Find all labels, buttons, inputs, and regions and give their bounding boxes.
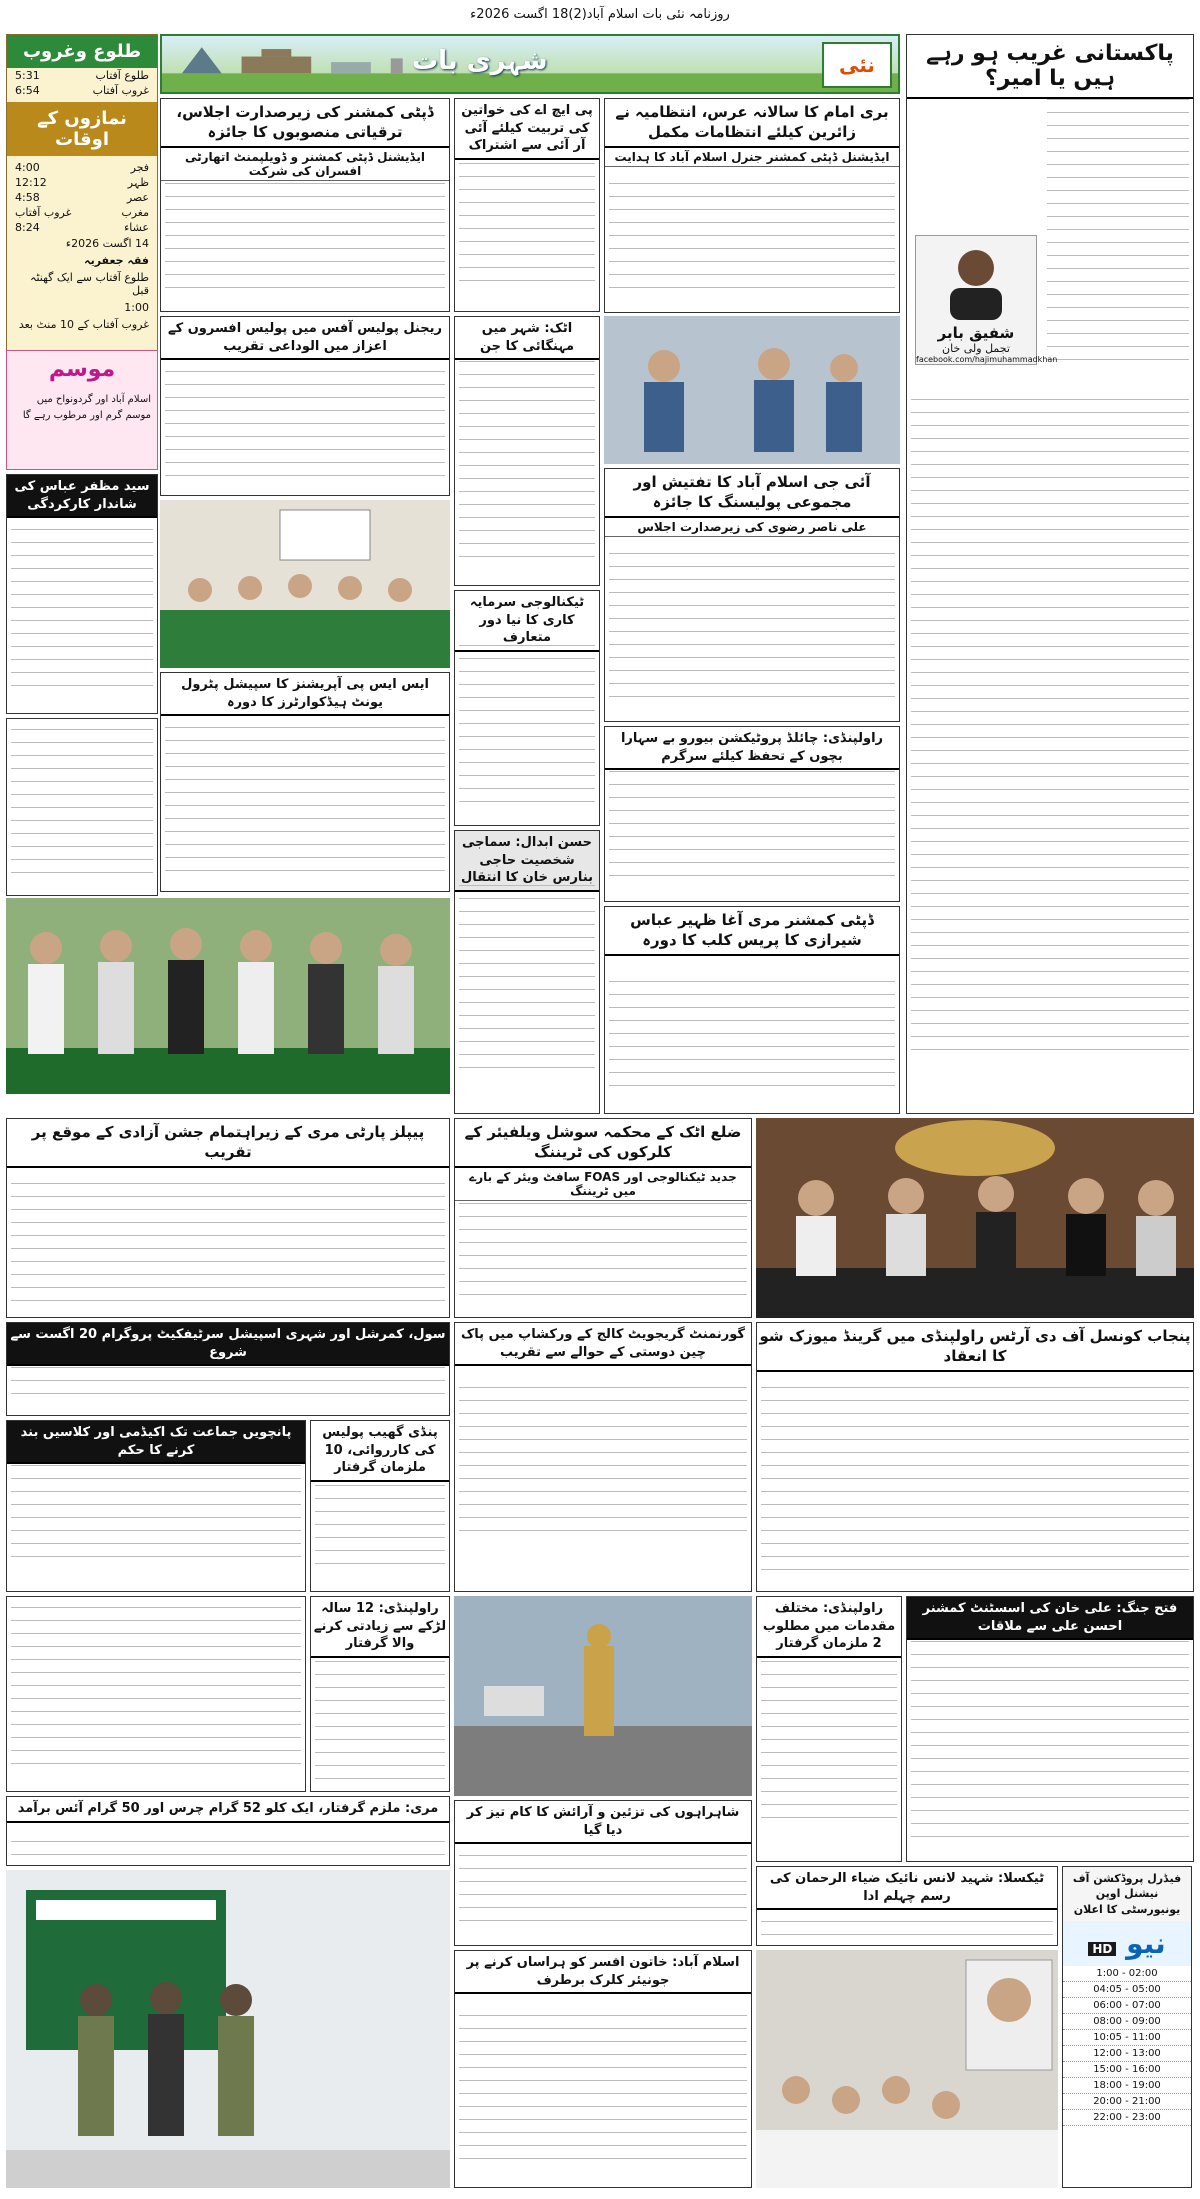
story-9-title: ایس ایس پی آپریشنز کا سپیشل پٹرول یونٹ ہیڈکوارٹرز کا دورہ <box>161 673 449 716</box>
story-7 <box>454 316 600 586</box>
story-8-title: ٹیکنالوجی سرمایہ کاری کا نیا دور متعارف <box>455 591 599 652</box>
story-6-title: راولپنڈی: چائلڈ پروٹیکشن بیورو بے سہارا بچوں کے تحفظ کیلئے سرگرم <box>605 727 899 770</box>
opinion-title: پاکستانی غریب ہو رہے ہیں یا امیر؟ <box>907 35 1193 99</box>
text-lines <box>459 357 595 565</box>
prayer-times-title: نمازوں کے اوقات <box>7 102 157 156</box>
banner-title: شہری بات <box>412 46 548 76</box>
text-lines <box>609 179 895 296</box>
text-lines <box>11 725 153 881</box>
photo-police-meeting <box>604 316 900 464</box>
fiqh-row: غروب آفتاب کے 10 منٹ بعد <box>18 318 149 331</box>
story-16-title: سول، کمرشل اور شہری اسپیشل سرٹیفکیٹ پروگرام 20 اگست سے شروع <box>7 1323 449 1366</box>
prayer-time: 12:12 <box>15 176 47 189</box>
photo-chehlum <box>756 1950 1058 2188</box>
story-left-3 <box>6 1596 306 1792</box>
prayer-name: ظہر <box>127 176 149 189</box>
tv-row: 10:05 - 11:00 <box>1063 2030 1191 2046</box>
text-lines <box>609 549 895 705</box>
story-1-title: بری امام کا سالانہ عرس، انتظامیہ نے زائرین کیلئے انتظامات مکمل <box>605 99 899 148</box>
story-1 <box>604 98 900 313</box>
story-23 <box>310 1596 450 1792</box>
prayer-name: عشاء <box>124 221 149 234</box>
prayer-name: فجر <box>130 161 149 174</box>
tv-row: 08:00 - 09:00 <box>1063 2014 1191 2030</box>
sunset-row <box>7 83 157 98</box>
section-banner <box>160 34 900 94</box>
text-lines <box>459 1383 747 1539</box>
story-13-title: پیپلز پارٹی مری کے زیراہتمام جشن آزادی کے موقع پر تقریب <box>7 1119 449 1168</box>
tv-schedule-box <box>1062 1866 1192 2188</box>
prayer-name: عصر <box>126 191 149 204</box>
story-20 <box>6 1796 450 1866</box>
story-23-title: راولپنڈی: 12 سالہ لڑکے سے زیادتی کرنے والا گرفتار <box>311 1597 449 1658</box>
story-9 <box>160 672 450 892</box>
story-10-title: ڈپٹی کمشنر مری آغا ظہیر عباس شیرازی کا پریس کلب کا دورہ <box>605 907 899 956</box>
seminar-photo-icon <box>160 500 450 668</box>
prayer-row <box>7 175 157 190</box>
opinion-column <box>906 34 1194 1114</box>
story-26 <box>310 1420 450 1592</box>
prayer-time: غروب آفتاب <box>15 206 72 219</box>
text-lines <box>761 1657 897 1826</box>
author-link: facebook.com/hajimuhammadkhan <box>916 355 1058 364</box>
text-lines <box>11 1363 445 1402</box>
story-22 <box>454 1950 752 2188</box>
chehlum-photo-icon <box>756 1950 1058 2188</box>
story-8 <box>454 590 600 826</box>
text-lines <box>911 395 1189 1058</box>
story-19-title: ٹیکسلا: شہید لانس نائیک ضیاء الرحمان کی رسم چہلم ادا <box>757 1867 1057 1910</box>
story-16 <box>6 1322 450 1416</box>
author-name: شفیق بابر <box>937 324 1015 342</box>
author-box <box>915 235 1058 365</box>
story-7-title: اٹک: شہر میں مہنگائی کا جن <box>455 317 599 360</box>
story-2-title: پی ایچ اے کی خواتین کی تربیت کیلئے آئی آر آئی سے اشتراک <box>455 99 599 160</box>
prayer-time: 8:24 <box>15 221 40 234</box>
prayer-row <box>7 220 157 235</box>
sunrise-time: 5:31 <box>15 69 40 82</box>
story-18 <box>906 1596 1194 1862</box>
story-24 <box>454 830 600 1114</box>
story-left-2 <box>6 718 158 896</box>
tv-row: 12:00 - 13:00 <box>1063 2046 1191 2062</box>
photo-murree-press <box>756 1118 1194 1318</box>
story-6 <box>604 726 900 902</box>
sunset-time: 6:54 <box>15 84 40 97</box>
story-13 <box>6 1118 450 1318</box>
banner-logo: نئی <box>822 42 892 88</box>
text-lines <box>11 1837 445 1863</box>
story-14 <box>454 1322 752 1592</box>
text-lines <box>1047 95 1189 368</box>
story-11-title: سید مظفر عباس کی شاندار کارکردگی <box>7 475 157 518</box>
text-lines <box>761 1917 1053 1943</box>
story-14-title: گورنمنٹ گریجویٹ کالج کے ورکشاپ میں پاک چین دوستی کے حوالے سے تقریب <box>455 1323 751 1366</box>
text-lines <box>609 977 895 1094</box>
text-lines <box>459 1851 747 1929</box>
story-10 <box>604 906 900 1114</box>
photo-seminar <box>160 500 450 668</box>
story-17 <box>6 1420 306 1592</box>
prayer-date: 14 اگست 2026ء <box>65 237 149 250</box>
prayer-row <box>7 205 157 220</box>
weather-title: موسم <box>48 357 116 382</box>
tv-row: 20:00 - 21:00 <box>1063 2094 1191 2110</box>
story-20-title: مری: ملزم گرفتار، ایک کلو 52 گرام چرس اور 50 گرام آئس برآمد <box>7 1797 449 1823</box>
police-meeting-photo-icon <box>604 316 900 464</box>
tv-row: 15:00 - 16:00 <box>1063 2062 1191 2078</box>
text-lines <box>911 1637 1189 1845</box>
street-photo-icon <box>454 1596 752 1796</box>
story-12-title: ضلع اٹک کے محکمہ سوشل ویلفیئر کے کلرکوں کی ٹریننگ <box>455 1119 751 1168</box>
story-12 <box>454 1118 752 1318</box>
story-5-sub: علی ناصر رضوی کی زیرصدارت اجلاس <box>605 518 899 537</box>
text-lines <box>315 1481 445 1572</box>
photo-narcotics <box>6 1870 450 2188</box>
sunrise-label: طلوع آفتاب <box>95 69 149 82</box>
author-portrait-icon <box>936 240 1016 320</box>
author-sub: تجمل ولی خان <box>942 342 1010 355</box>
story-22-title: اسلام آباد: خاتون افسر کو ہراساں کرنے پر جونیئر کلرک برطرف <box>455 1951 751 1994</box>
story-5 <box>604 468 900 722</box>
story-4-title: ریجنل پولیس آفس میں پولیس افسروں کے اعزاز میں الوداعی تقریب <box>161 317 449 360</box>
tv-row: 06:00 - 07:00 <box>1063 1998 1191 2014</box>
prayer-row <box>7 160 157 175</box>
story-24-title: حسن ابدال: سماجی شخصیت حاجی بنارس خان کا انتقال <box>455 831 599 892</box>
text-lines <box>165 367 445 484</box>
tv-logo <box>1063 1921 1191 1966</box>
story-2 <box>454 98 600 312</box>
prayer-name: مغرب <box>121 206 149 219</box>
tv-row: 18:00 - 19:00 <box>1063 2078 1191 2094</box>
text-lines <box>459 1199 747 1303</box>
narcotics-photo-icon <box>6 1870 450 2188</box>
story-25 <box>756 1596 902 1862</box>
photo-group-handshake <box>6 898 450 1094</box>
story-3-title: ڈپٹی کمشنر کی زیرصدارت اجلاس، ترقیاتی منصوبوں کا جائزہ <box>161 99 449 148</box>
prayer-time: 4:58 <box>15 191 40 204</box>
text-lines <box>165 179 445 296</box>
photo-street-statue <box>454 1596 752 1796</box>
text-lines <box>459 881 595 1076</box>
story-3-sub: ایڈیشنل ڈپٹی کمشنر و ڈویلپمنٹ اتھارٹی افسران کی شرکت <box>161 148 449 181</box>
story-4 <box>160 316 450 496</box>
story-12-sub: جدید ٹیکنالوجی اور FOAS سافٹ ویئر کے بارے میں ٹریننگ <box>455 1168 751 1201</box>
story-26-title: پنڈی گھیب پولیس کی کارروائی، 10 ملزمان گرفتار <box>311 1421 449 1482</box>
tv-hd-badge: HD <box>1088 1942 1116 1956</box>
fiqh-row: طلوع آفتاب سے ایک گھنٹہ قبل <box>30 271 149 297</box>
text-lines <box>761 1383 1189 1578</box>
group-photo-icon <box>6 898 450 1094</box>
fiqh-row: 1:00 <box>124 301 149 314</box>
weather-box <box>6 350 158 470</box>
story-5-title: آئی جی اسلام آباد کا تفتیش اور مجموعی پولیسنگ کا جائزہ <box>605 469 899 518</box>
tv-title: فیڈرل پروڈکشن آف نیشنل اوپن یونیورسٹی کا اعلان <box>1063 1867 1191 1921</box>
text-lines <box>459 641 595 810</box>
text-lines <box>315 1657 445 1787</box>
story-15-title: پنجاب کونسل آف دی آرٹس راولپنڈی میں گرینڈ میوزک شو کا انعقاد <box>757 1323 1193 1372</box>
prayer-time: 4:00 <box>15 161 40 174</box>
sunset-label: غروب آفتاب <box>92 84 149 97</box>
text-lines <box>11 1603 301 1772</box>
story-3 <box>160 98 450 312</box>
story-18-title: فتح جنگ: علی خان کی اسسٹنٹ کمشنر احسن علی سے ملاقات <box>907 1597 1193 1640</box>
text-lines <box>609 767 895 884</box>
tv-row: 22:00 - 23:00 <box>1063 2110 1191 2126</box>
story-1-sub: ایڈیشنل ڈپٹی کمشنر جنرل اسلام آباد کا ہدایت <box>605 148 899 167</box>
fiqh-title: فقہ جعفریہ <box>84 254 149 267</box>
dateline: روزنامہ نئی بات اسلام آباد(2)18 اگست 2026ء <box>470 7 730 22</box>
story-15 <box>756 1322 1194 1592</box>
text-lines <box>459 2011 747 2167</box>
story-17-title: پانچویں جماعت تک اکیڈمی اور کلاسیں بند کرنے کا حکم <box>7 1421 305 1464</box>
text-lines <box>165 723 445 879</box>
text-lines <box>11 1461 301 1565</box>
prayer-row <box>7 190 157 205</box>
story-21-title: شاہراہوں کی تزئین و آرائش کا کام تیز کر دیا گیا <box>455 1801 751 1844</box>
story-21 <box>454 1800 752 1946</box>
story-11 <box>6 474 158 714</box>
text-lines <box>11 525 153 694</box>
press-conference-photo-icon <box>756 1118 1194 1318</box>
story-25-title: راولپنڈی: مختلف مقدمات میں مطلوب 2 ملزمان گرفتار <box>757 1597 901 1658</box>
text-lines <box>459 159 595 289</box>
tv-row: 1:00 - 02:00 <box>1063 1966 1191 1982</box>
weather-text: اسلام آباد اور گردونواح میں موسم گرم اور مرطوب رہے گا <box>22 394 151 421</box>
sunrise-row <box>7 68 157 83</box>
text-lines <box>11 1179 445 1309</box>
sun-header: طلوع وغروب <box>7 35 157 68</box>
tv-row: 04:05 - 05:00 <box>1063 1982 1191 1998</box>
tv-logo-text: نیو <box>1126 1927 1166 1961</box>
story-19 <box>756 1866 1058 1946</box>
